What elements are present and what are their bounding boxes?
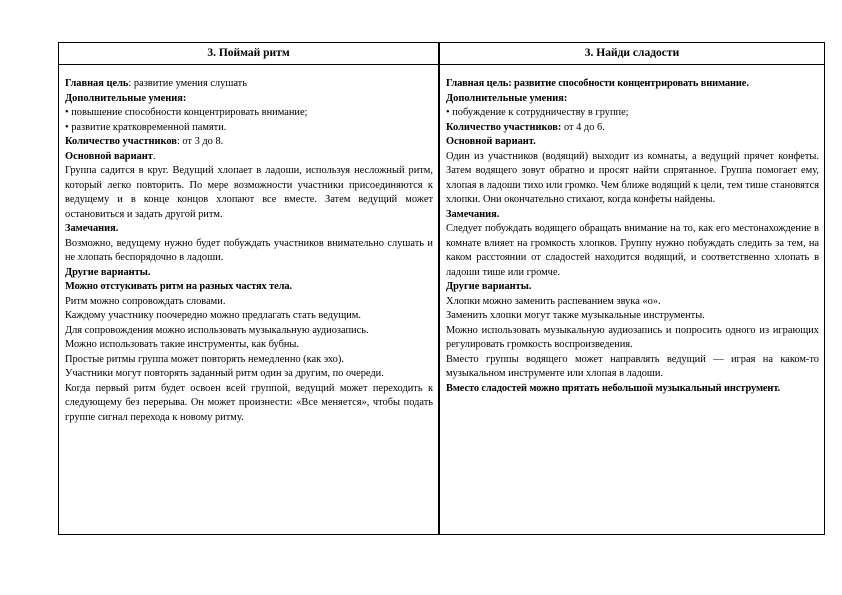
other-variant-item: Ритм можно сопровождать словами. bbox=[65, 295, 226, 307]
notes-label: Замечания. bbox=[446, 208, 500, 220]
game-table bbox=[58, 42, 825, 535]
participants-label: Количество участников bbox=[65, 136, 177, 147]
other-variants-label: Другие варианты. bbox=[446, 281, 532, 292]
main-variant-label: Основной вариант. bbox=[446, 136, 536, 147]
participants-label: Количество участников: bbox=[446, 121, 562, 133]
other-variant-item: Можно использовать такие инструменты, как бубны. bbox=[65, 339, 299, 350]
other-variant-item: Для сопровождения можно использовать музыкальную аудиозапись. bbox=[65, 324, 369, 336]
notes-label: Замечания. bbox=[65, 223, 119, 234]
extra-skill-item: • развитие кратковременной памяти. bbox=[65, 121, 227, 133]
final-variant-line: Вместо сладостей можно прятать небольшой музыкальный инструмент. bbox=[446, 382, 781, 394]
goal-line: Главная цель: развитие способности концентрировать внимание. bbox=[446, 78, 749, 89]
participants-text: от 4 до 6. bbox=[561, 121, 605, 133]
goal-line bbox=[65, 77, 433, 92]
extra-skill-item: • повышение способности концентрировать внимание; bbox=[65, 107, 308, 118]
other-variant-item: Участники могут повторять заданный ритм один за другим, по очереди. bbox=[65, 368, 384, 379]
main-variant-dot: . bbox=[152, 150, 156, 162]
notes-text: Следует побуждать водящего обращать внимание на то, как его местонахождение в комнате влияет на громкость хлопков. Группу нужно побуждать следить за тем, на каком расстоянии от сладостей находится водящий, и соответственно хлопать в ладоши тише или громче. bbox=[446, 223, 819, 278]
game-column-catch-rhythm bbox=[59, 43, 440, 534]
main-variant-text: Один из участников (водящий) выходит из комнаты, а ведущий прячет конфеты. Затем водящего зовут обратно и просят найти спрятанное. Группа помогает ему, хлопая в ладоши тихо или громко. Чем ближе водящий к цели, тем тише становятся хлопки. Они окончательно стихают, когда конфеты найдены. bbox=[446, 150, 819, 205]
column-body bbox=[59, 65, 438, 425]
other-variant-item: Можно отстукивать ритм на разных частях тела. bbox=[65, 281, 292, 292]
extra-skill-item: • побуждение к сотрудничеству в группе; bbox=[446, 107, 629, 118]
other-variant-item: Каждому участнику поочередно можно предлагать стать ведущим. bbox=[65, 310, 361, 321]
other-variant-item: Заменить хлопки могут также музыкальные инструменты. bbox=[446, 310, 705, 321]
main-variant-heading bbox=[65, 150, 433, 165]
game-column-find-sweets bbox=[440, 43, 824, 534]
main-variant-label: Основной вариант bbox=[65, 150, 153, 162]
column-title: 3. Поймай ритм bbox=[59, 43, 438, 65]
other-variant-item: Когда первый ритм будет освоен всей группой, ведущий может переходить к следующему без перерыва. Он может произнести: «Все меняется», чтобы подать группе сигнал перехода к новому ритму. bbox=[65, 382, 433, 423]
other-variant-item: Простые ритмы группа может повторять немедленно (как эхо). bbox=[65, 353, 344, 365]
column-title: 3. Найди сладости bbox=[440, 43, 824, 65]
participants-line bbox=[446, 121, 819, 136]
column-body bbox=[440, 65, 824, 396]
other-variant-item: Можно использовать музыкальную аудиозапись и попросить одного из играющих регулировать громкость воспроизведения. bbox=[446, 324, 819, 350]
goal-label: Главная цель bbox=[65, 78, 129, 89]
participants-line bbox=[65, 135, 433, 150]
participants-text: : от 3 до 8. bbox=[176, 136, 224, 147]
goal-text: : развитие умения слушать bbox=[128, 78, 247, 89]
other-variant-item: Хлопки можно заменить распеванием звука «о». bbox=[446, 295, 661, 307]
extra-skills-label: Дополнительные умения: bbox=[65, 92, 187, 104]
other-variants-label: Другие варианты. bbox=[65, 266, 151, 278]
extra-skills-label: Дополнительные умения: bbox=[446, 92, 568, 104]
notes-text: Возможно, ведущему нужно будет побуждать участников внимательно слушать и не хлопать беспорядочно в ладоши. bbox=[65, 237, 433, 263]
other-variant-item: Вместо группы водящего может направлять ведущий — играя на каком-то музыкальном инструменте или хлопая в ладоши. bbox=[446, 353, 819, 379]
main-variant-text: Группа садится в круг. Ведущий хлопает в ладоши, используя несложный ритм, который легко повторить. По мере возможности участники присоединяются к ведущему и в конце концов хлопают все вместе. Затем ведущий может остановиться и задать другой ритм. bbox=[65, 165, 433, 220]
